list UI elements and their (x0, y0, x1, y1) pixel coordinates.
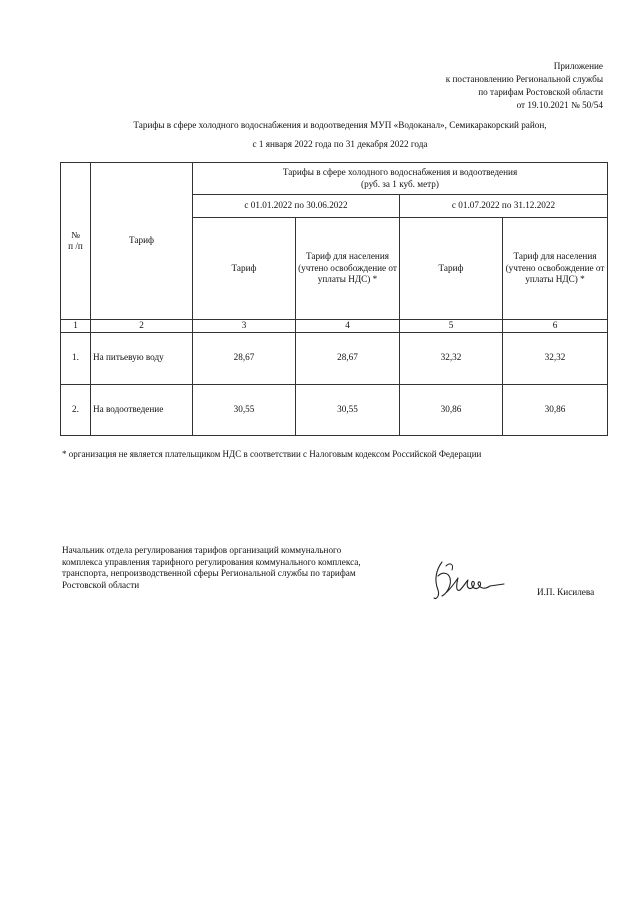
row-value: 30,86 (503, 384, 608, 435)
row-value: 32,32 (400, 332, 503, 384)
col-number: 2 (91, 320, 193, 333)
appendix-line-3: по тарифам Ростовской области (478, 87, 603, 97)
appendix-line-1: Приложение (553, 61, 603, 71)
header-col-population-2: Тариф для населения (учтено освобождение от уплаты НДС) * (503, 218, 608, 320)
signer-position: Начальник отдела регулирования тарифов организаций коммунального комплекса управления тарифного регулирования коммунального комплекса, транспорта, непроизводственной сферы Региональной службы по тарифам Ростовской области (62, 545, 361, 590)
row-value: 32,32 (503, 332, 608, 384)
signer-name: И.П. Кисилева (537, 587, 595, 597)
row-name: На питьевую воду (91, 332, 193, 384)
table-row (61, 332, 608, 384)
appendix-line-2: к постановлению Региональной службы (445, 74, 603, 84)
row-value: 28,67 (193, 332, 296, 384)
header-tariff: Тариф (91, 163, 193, 320)
col-number: 6 (503, 320, 608, 333)
header-col-tariff-2: Тариф (400, 218, 503, 320)
col-number: 3 (193, 320, 296, 333)
col-number: 5 (400, 320, 503, 333)
header-group (193, 163, 608, 195)
signature-image (428, 556, 508, 604)
header-col-tariff-1: Тариф (193, 218, 296, 320)
header-group-title: Тарифы в сфере холодного водоснабжения и водоотведения (282, 167, 518, 177)
col-number: 4 (296, 320, 400, 333)
document-title: Тарифы в сфере холодного водоснабжения и водоотведения МУП «Водоканал», Семикаракорский район, (133, 120, 547, 130)
tariff-table (60, 162, 608, 436)
appendix-block (446, 60, 603, 112)
appendix-line-4: от 19.10.2021 № 50/54 (516, 100, 603, 110)
footnote: * организация не является плательщиком НДС в соответствии с Налоговым кодексом Российской Федерации (62, 449, 482, 459)
row-value: 28,67 (296, 332, 400, 384)
header-group-unit: (руб. за 1 куб. метр) (361, 178, 439, 189)
header-col-population-1: Тариф для населения (учтено освобождение от уплаты НДС) * (296, 218, 400, 320)
row-value: 30,86 (400, 384, 503, 435)
row-num: 1. (61, 332, 91, 384)
row-name: На водоотведение (91, 384, 193, 435)
header-num: № п /п (61, 163, 91, 320)
header-period-2: с 01.07.2022 по 31.12.2022 (400, 195, 608, 218)
header-period-1: с 01.01.2022 по 30.06.2022 (193, 195, 400, 218)
row-num: 2. (61, 384, 91, 435)
row-value: 30,55 (193, 384, 296, 435)
document-period: с 1 января 2022 года по 31 декабря 2022 года (252, 139, 428, 149)
col-number: 1 (61, 320, 91, 333)
row-value: 30,55 (296, 384, 400, 435)
table-row (61, 384, 608, 435)
